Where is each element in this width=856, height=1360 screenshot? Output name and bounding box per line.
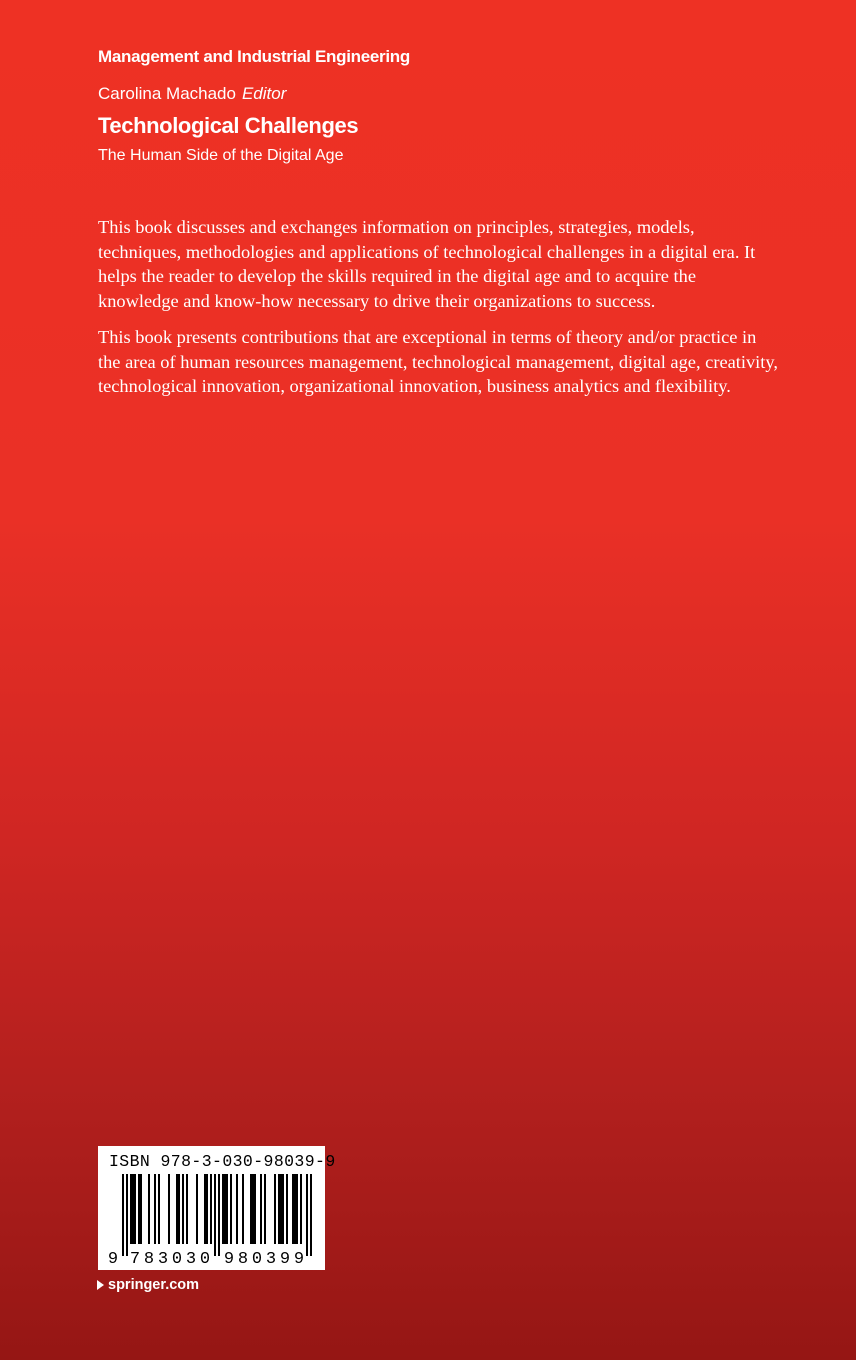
barcode-bar (140, 1174, 142, 1244)
barcode-digit: 9 (108, 1250, 119, 1266)
barcode-bar (254, 1174, 256, 1244)
barcode-bar (176, 1174, 178, 1244)
barcode-bar (214, 1174, 216, 1256)
editor-line (98, 84, 286, 104)
barcode-bar (252, 1174, 254, 1244)
barcode-digit: 8 (143, 1250, 155, 1266)
barcode-bar (264, 1174, 266, 1244)
barcode-bar (278, 1174, 280, 1244)
book-description (98, 215, 780, 411)
barcode-digit: 0 (251, 1250, 263, 1266)
barcode-bar (292, 1174, 294, 1244)
editor-name: Carolina Machado (98, 84, 236, 103)
barcode-bar (274, 1174, 276, 1244)
barcode-bar (186, 1174, 188, 1244)
arrow-right-icon (97, 1280, 104, 1290)
barcode-bar (226, 1174, 228, 1244)
barcode-digit: 8 (237, 1250, 249, 1266)
barcode-bar (196, 1174, 198, 1244)
barcode-digit: 0 (171, 1250, 183, 1266)
series-title: Management and Industrial Engineering (98, 47, 410, 66)
barcode-bar (250, 1174, 252, 1244)
barcode-bar (222, 1174, 224, 1244)
publisher-link[interactable] (97, 1277, 199, 1293)
barcode-bar (280, 1174, 282, 1244)
barcode-digit: 9 (223, 1250, 235, 1266)
barcode-bar (242, 1174, 244, 1244)
barcode-bar (130, 1174, 132, 1244)
editor-role: Editor (241, 84, 287, 103)
barcode-bar (294, 1174, 296, 1244)
barcode-bar (158, 1174, 160, 1244)
isbn-label: ISBN 978-3-030-98039-9 (109, 1152, 336, 1171)
barcode-bar (178, 1174, 180, 1244)
barcode-bar (218, 1174, 220, 1256)
barcode-bar (204, 1174, 206, 1244)
barcode-bar (122, 1174, 124, 1256)
book-title: Technological Challenges (98, 113, 359, 138)
barcode-bar (286, 1174, 288, 1244)
barcode-digit: 7 (129, 1250, 141, 1266)
barcode-bar (138, 1174, 140, 1244)
barcode-bar (206, 1174, 208, 1244)
isbn-barcode (98, 1146, 336, 1270)
barcode-bar (182, 1174, 184, 1244)
barcode-digit: 3 (185, 1250, 197, 1266)
barcode-digit: 0 (199, 1250, 211, 1266)
barcode-digit: 9 (279, 1250, 291, 1266)
description-paragraph: This book discusses and exchanges information on principles, strategies, models, techniques, methodologies and applications of technological challenges in a digital era. It helps the reader to develop the skills required in the digital age and to acquire the knowledge and know-how necessary to drive their organizations to success. (98, 217, 756, 311)
barcode-bar (154, 1174, 156, 1244)
barcode-graphic (108, 1174, 316, 1266)
barcode-digit: 3 (265, 1250, 277, 1266)
barcode-bar (168, 1174, 170, 1244)
book-subtitle: The Human Side of the Digital Age (98, 147, 344, 164)
barcode-bar (236, 1174, 238, 1244)
barcode-bar (230, 1174, 232, 1244)
barcode-bar (132, 1174, 134, 1244)
barcode-bar (134, 1174, 136, 1244)
barcode-bar (260, 1174, 262, 1244)
barcode-bar (296, 1174, 298, 1244)
barcode-bar (210, 1174, 212, 1244)
barcode-digit: 9 (293, 1250, 305, 1266)
barcode-bar (126, 1174, 128, 1256)
publisher-link-text[interactable]: springer.com (108, 1277, 200, 1293)
barcode-bar (300, 1174, 302, 1244)
barcode-bar (306, 1174, 308, 1256)
barcode-bar (224, 1174, 226, 1244)
barcode-bar (310, 1174, 312, 1256)
barcode-bar (282, 1174, 284, 1244)
barcode-bar (148, 1174, 150, 1244)
barcode-digit: 3 (157, 1250, 169, 1266)
description-paragraph: This book presents contributions that are exceptional in terms of theory and/or practice in the area of human resources management, technological management, digital age, creativity, technological innovation, organizational innovation, business analytics and flexibility. (98, 327, 778, 396)
